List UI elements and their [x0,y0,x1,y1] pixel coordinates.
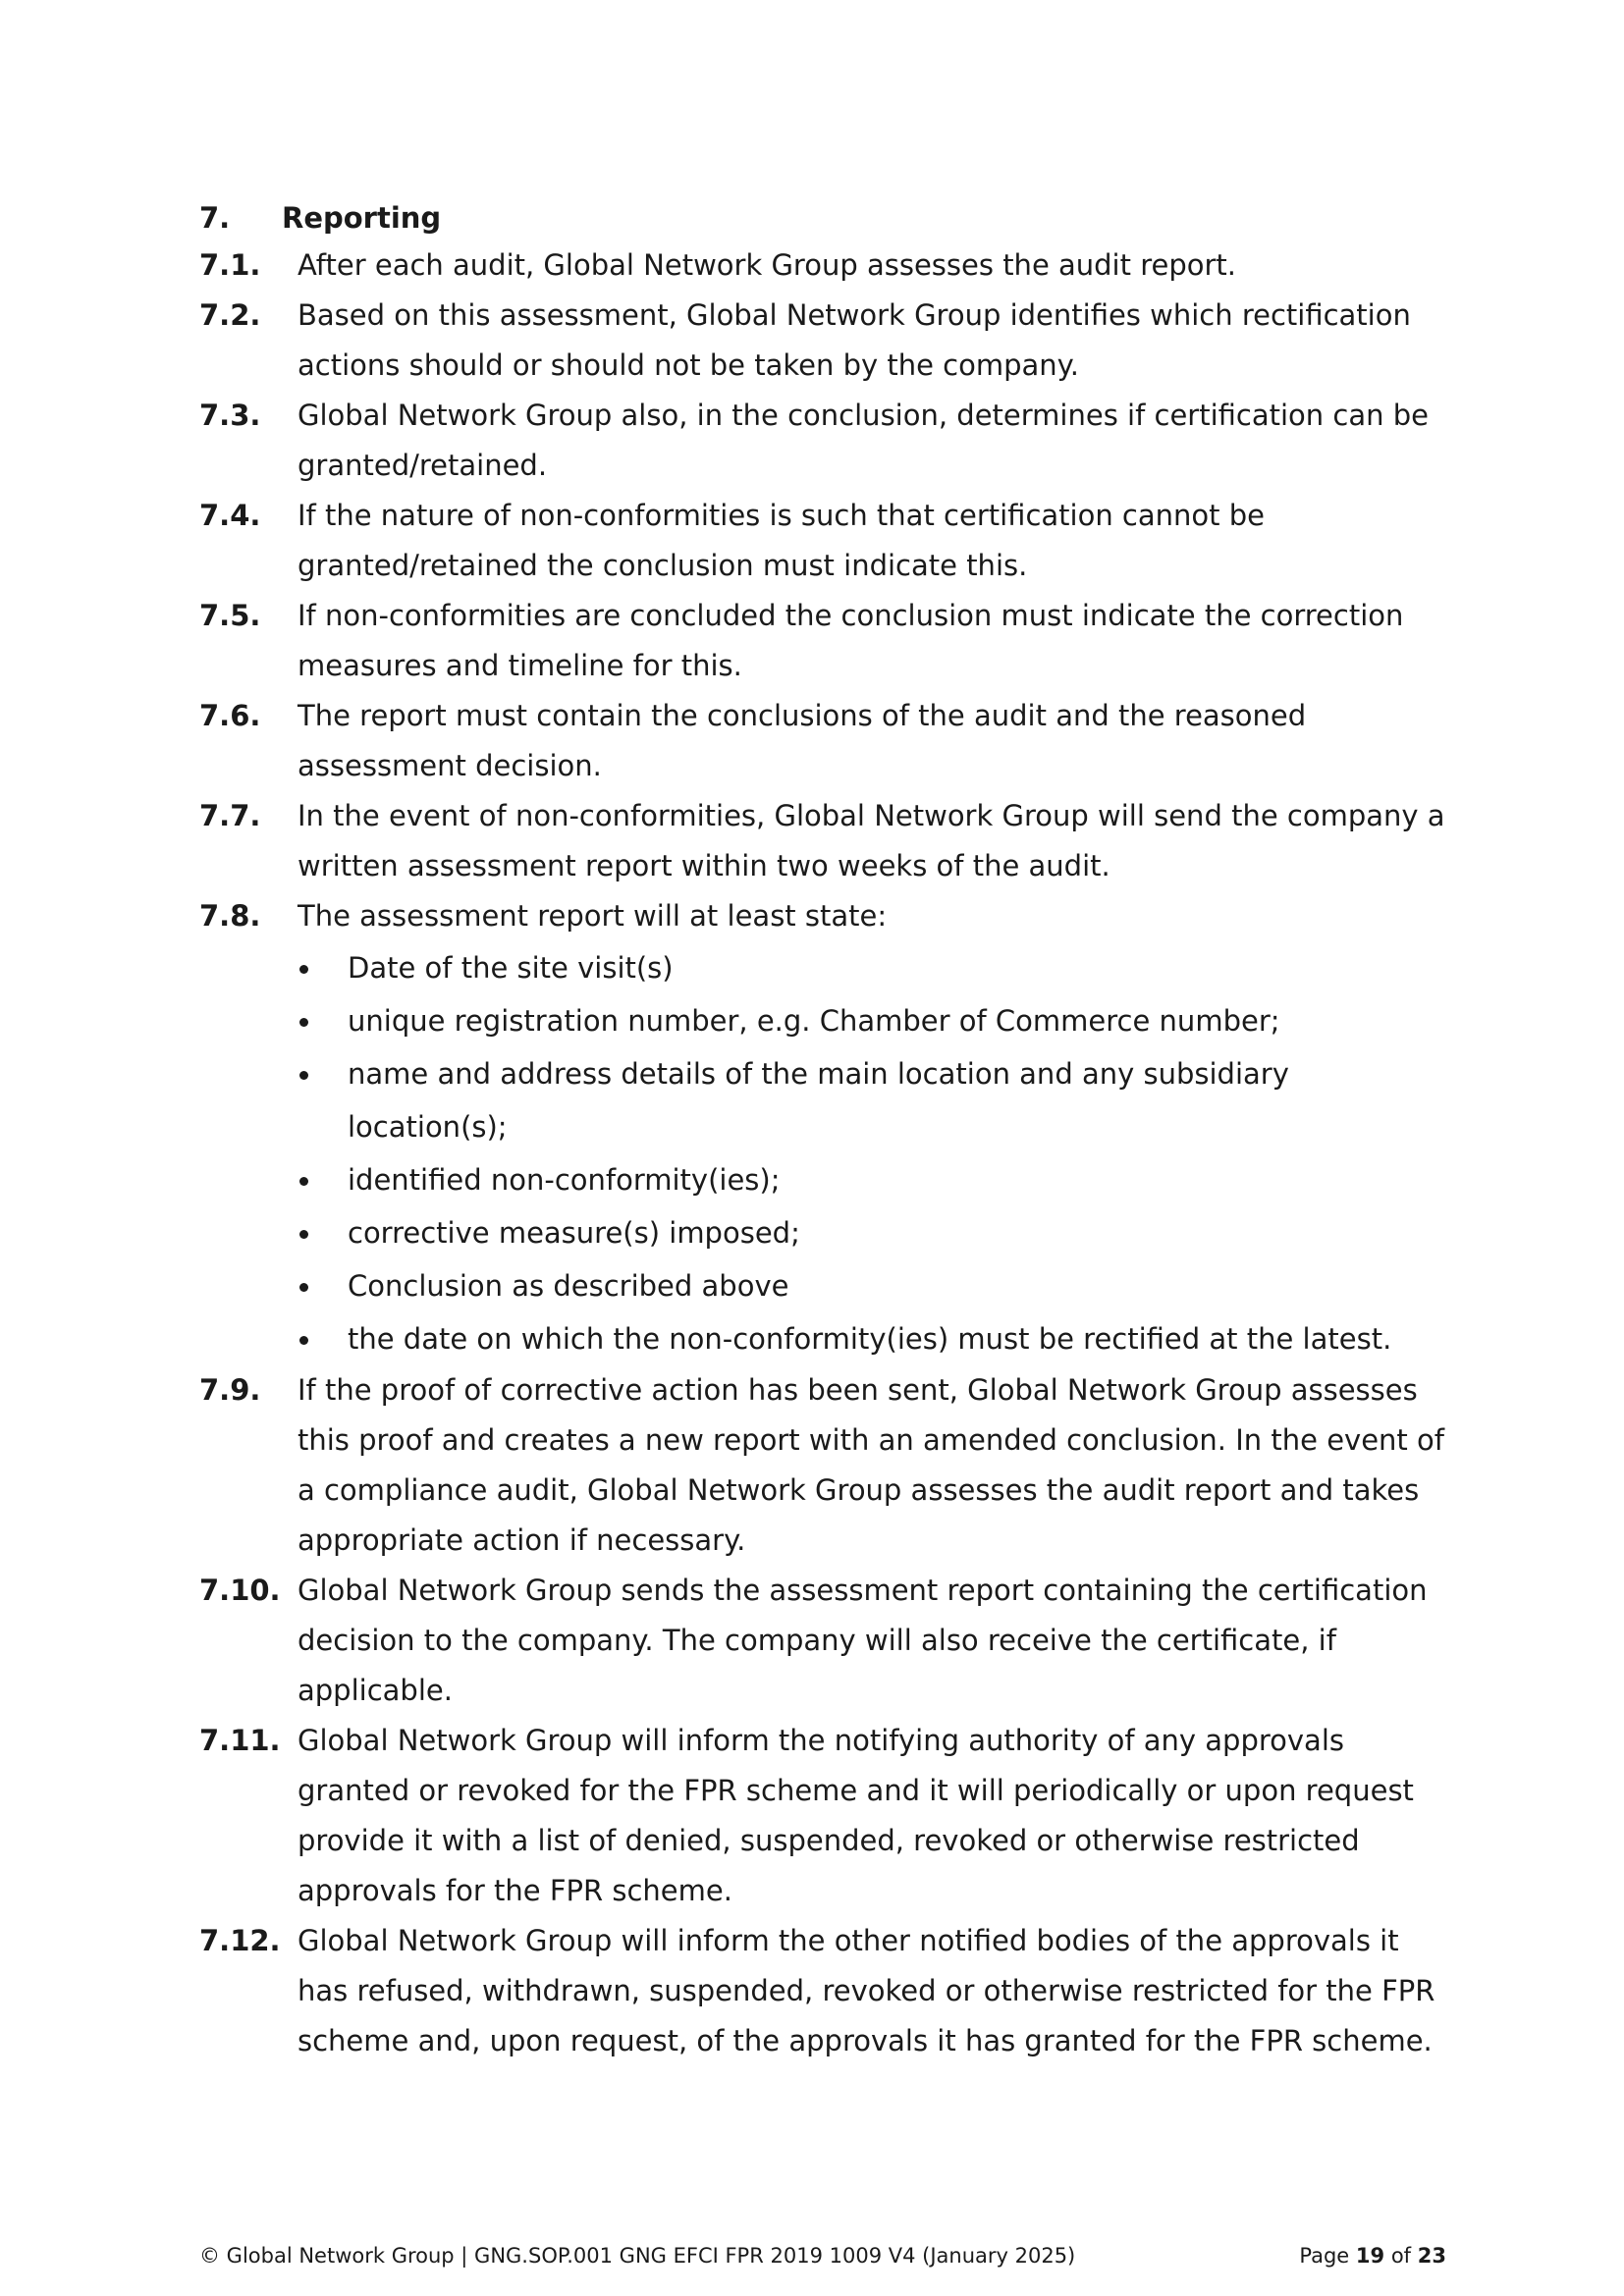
list-item [199,691,1446,791]
list-item [199,291,1446,391]
item-number: 7.5. [199,599,261,632]
item-text: If the nature of non-conformities is such that certification cannot be granted/retained the conclusion must indicate this. [298,499,1265,582]
page-label: Page [1299,2244,1350,2268]
bullet-icon [298,1206,348,1259]
bullet-icon [298,994,348,1047]
page-of: of [1390,2244,1412,2268]
list-item [199,240,1446,291]
item-text: If the proof of corrective action has been sent, Global Network Group assesses this proof and creates a new report with an amended conclusion. In the event of a compliance audit, Global Network Group assesses the audit report and takes appropriate action if necessary. [298,1373,1444,1557]
bullet-text: name and address details of the main location and any subsidiary location(s); [348,1057,1289,1144]
item-number: 7.11. [199,1724,281,1757]
bullet-icon [298,1312,348,1365]
list-item [199,791,1446,891]
section-number: 7. [199,201,231,235]
bullet-item [298,1206,1446,1259]
list-item [199,391,1446,491]
item-text: Global Network Group sends the assessment report containing the certification decision to the company. The company will also receive the certificate, if applicable. [298,1574,1428,1707]
bullet-text: Date of the site visit(s) [348,951,674,985]
item-text: Global Network Group will inform the notifying authority of any approvals granted or revoked for the FPR scheme and it will periodically or upon request provide it with a list of denied, suspended, revoked or otherwise restricted approvals for the FPR scheme. [298,1724,1414,1907]
list-item [199,591,1446,691]
item-number: 7.6. [199,699,261,732]
bullet-icon [298,1153,348,1206]
item-text: The report must contain the conclusions of the audit and the reasoned assessment decision. [298,699,1307,782]
item-number: 7.7. [199,799,261,832]
list-item [199,891,1446,941]
item-number: 7.10. [199,1574,281,1607]
bullet-icon [298,1259,348,1312]
page-total: 23 [1417,2244,1446,2268]
bullet-item [298,1047,1446,1153]
item-text: Global Network Group also, in the conclusion, determines if certification can be granted/retained. [298,399,1429,482]
item-number: 7.2. [199,298,261,332]
bullet-text: unique registration number, e.g. Chamber of Commerce number; [348,1004,1280,1038]
item-number: 7.8. [199,899,261,933]
item-text: Based on this assessment, Global Network Group identifies which rectification actions should or should not be taken by the company. [298,298,1411,382]
section-title: Reporting [282,201,442,235]
item-number: 7.1. [199,248,261,282]
item-number: 7.4. [199,499,261,532]
list-item [199,491,1446,591]
bullet-item [298,1153,1446,1206]
bullet-item [298,1259,1446,1312]
page-footer [199,2241,1446,2270]
bullet-item [298,941,1446,994]
bullet-item [298,994,1446,1047]
list-item [199,1716,1446,1916]
list-item [199,1916,1446,2066]
page-number [1299,2241,1446,2270]
item-text: The assessment report will at least state: [298,899,888,933]
bullet-icon [298,1047,348,1153]
bullet-text: Conclusion as described above [348,1269,789,1303]
footer-copyright: © Global Network Group | GNG.SOP.001 GNG EFCI FPR 2019 1009 V4 (January 2025) [199,2244,1076,2268]
item-number: 7.3. [199,399,261,432]
bullet-list [199,941,1446,1365]
list-item [199,1365,1446,1566]
bullet-item [298,1312,1446,1365]
bullet-text: identified non-conformity(ies); [348,1163,781,1197]
item-text: Global Network Group will inform the other notified bodies of the approvals it has refused, withdrawn, suspended, revoked or otherwise restricted for the FPR scheme and, upon request, of the approvals it has granted for the FPR scheme. [298,1924,1435,2057]
bullet-icon [298,941,348,994]
section-body [199,240,1446,2066]
bullet-text: the date on which the non-conformity(ies) must be rectified at the latest. [348,1322,1392,1356]
item-number: 7.9. [199,1373,261,1407]
list-item [199,1566,1446,1716]
item-number: 7.12. [199,1924,281,1957]
section-heading [199,198,441,238]
item-text: After each audit, Global Network Group assesses the audit report. [298,248,1236,282]
item-text: If non-conformities are concluded the conclusion must indicate the correction measures and timeline for this. [298,599,1404,682]
bullet-text: corrective measure(s) imposed; [348,1216,800,1250]
item-text: In the event of non-conformities, Global Network Group will send the company a written assessment report within two weeks of the audit. [298,799,1445,882]
page-current: 19 [1355,2244,1385,2268]
